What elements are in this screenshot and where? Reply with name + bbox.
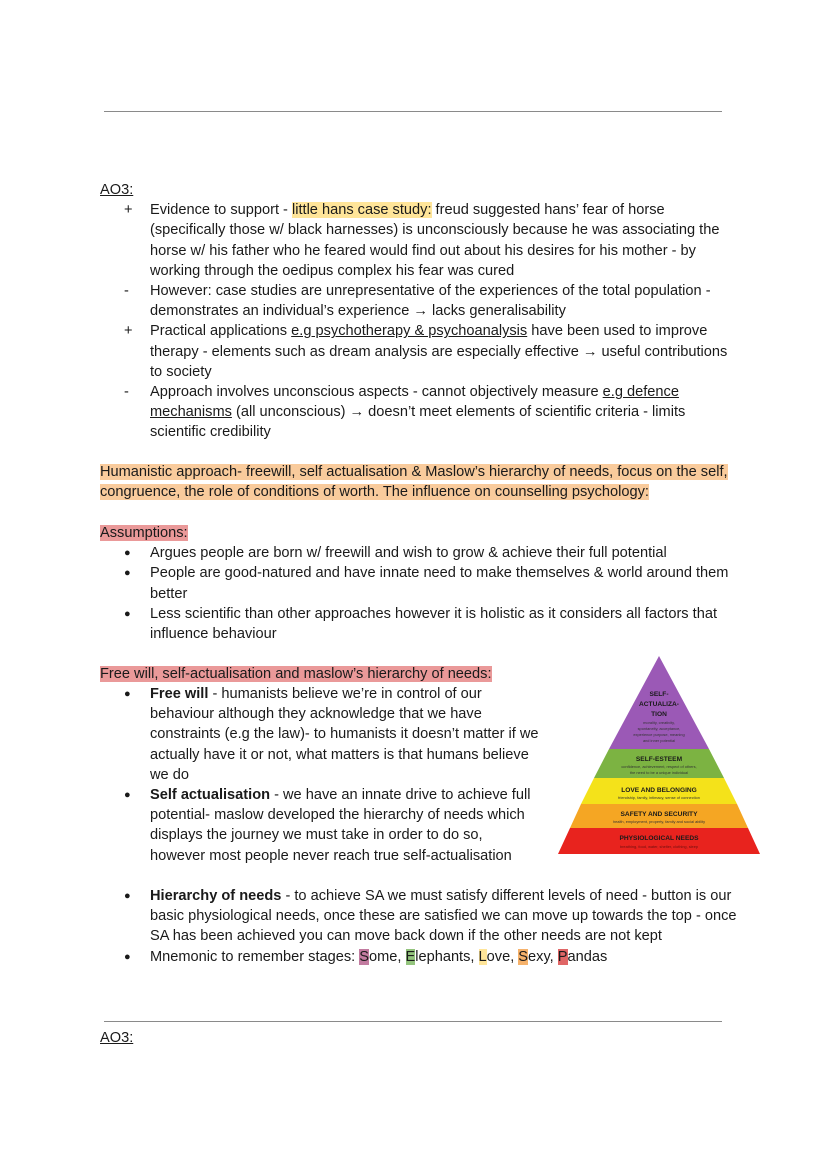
pyramid-label: PHYSIOLOGICAL NEEDS	[619, 835, 699, 842]
pyramid-sublabel: breathing, food, water, shelter, clothing, sleep	[619, 844, 699, 849]
assumptions-heading: Assumptions:	[100, 525, 188, 541]
pyramid-label: TION	[651, 711, 667, 718]
freewill-wide-items	[100, 886, 740, 967]
list-item: ● Less scientific than other approaches however it is holistic as it considers all factors that influence behaviour	[100, 604, 740, 644]
pyramid-sublabel: confidence, achievement, respect of others,	[621, 764, 697, 769]
pyramid-label: LOVE AND BELONGING	[621, 787, 697, 794]
bottom-divider	[104, 1021, 722, 1022]
list-item: - Approach involves unconscious aspects - cannot objectively measure e.g defence mechanisms (all unconscious) → doesn’t meet elements of scientific criteria - limits scientific credibility	[124, 384, 686, 441]
pyramid-sublabel: morality, creativity,	[643, 720, 675, 725]
freewill-heading: Free will, self-actualisation and maslow’s hierarchy of needs:	[100, 666, 492, 682]
assumptions-section	[100, 523, 740, 644]
pyramid-sublabel: spontaneity, acceptance,	[637, 726, 681, 731]
psychodynamic-ao3-section	[100, 180, 740, 443]
maslow-pyramid	[558, 656, 760, 856]
mnemonic-item: ● Mnemonic to remember stages: Some, Elephants, Love, Sexy, Pandas	[100, 947, 740, 967]
list-item: ● Free will - humanists believe we’re in control of our behaviour although they acknowledge that we have constraints (e.g the law)- to humanists it doesn’t matter if we actually have it or not, what matters is that humans believe we do	[100, 684, 540, 785]
ao3-heading-bottom: AO3:	[100, 1030, 134, 1046]
pyramid-sublabel: and inner potential	[642, 738, 676, 743]
pyramid-sublabel: friendship, family, intimacy, sense of connection	[618, 795, 700, 800]
pyramid-label: ACTUALIZA-	[639, 701, 679, 708]
list-item: ● Hierarchy of needs - to achieve SA we must satisfy different levels of need - button is our basic physiological needs, once these are satisfied we can move up towards the top - once SA has been achieved you can move back down if the other needs are not kept	[100, 886, 740, 947]
pyramid-label: SELF-ESTEEM	[635, 756, 683, 763]
pyramid-sublabel: health, employment, property, family and social ability	[612, 819, 706, 824]
list-item: + Evidence to support - little hans case study: freud suggested hans’ fear of horse (specifically those w/ black harnesses) is unconsciously because he was associating the horse w/ his father who he feared would find out about his desires for his mother - by working through the oedipus complex his fear was cured	[124, 202, 720, 279]
pyramid-sublabel: the need to be a unique individual	[629, 770, 689, 775]
list-item: ● Self actualisation - we have an innate drive to achieve full potential- maslow developed the hierarchy of needs which displays the journey we must take in order to do so, however most people never reach true self-actualisation	[100, 785, 540, 866]
list-item: + Practical applications e.g psychotherapy & psychoanalysis have been used to improve therapy - elements such as dream analysis are especially effective → useful contributions to society	[124, 323, 728, 380]
list-item: ● People are good-natured and have innate need to make themselves & world around them better	[100, 563, 740, 603]
ao3-heading: AO3:	[100, 182, 134, 198]
pyramid-sublabel: experience purpose, meaning	[633, 732, 685, 737]
list-item: - However: case studies are unrepresentative of the experiences of the total population - demonstrates an individual’s experience → lacks generalisability	[124, 283, 711, 320]
humanistic-title: Humanistic approach- freewill, self actualisation & Maslow’s hierarchy of needs, focus on the self, congruence, the role of conditions of worth. The influence on counselling psychology:	[100, 464, 728, 501]
pyramid-label: SELF-	[649, 691, 669, 698]
pyramid-label: SAFETY AND SECURITY	[620, 811, 698, 818]
highlight: little hans case study:	[291, 202, 432, 219]
top-divider	[104, 111, 722, 112]
freewill-narrow-items	[100, 684, 540, 866]
list-item: ● Argues people are born w/ freewill and wish to grow & achieve their full potential	[100, 543, 740, 563]
